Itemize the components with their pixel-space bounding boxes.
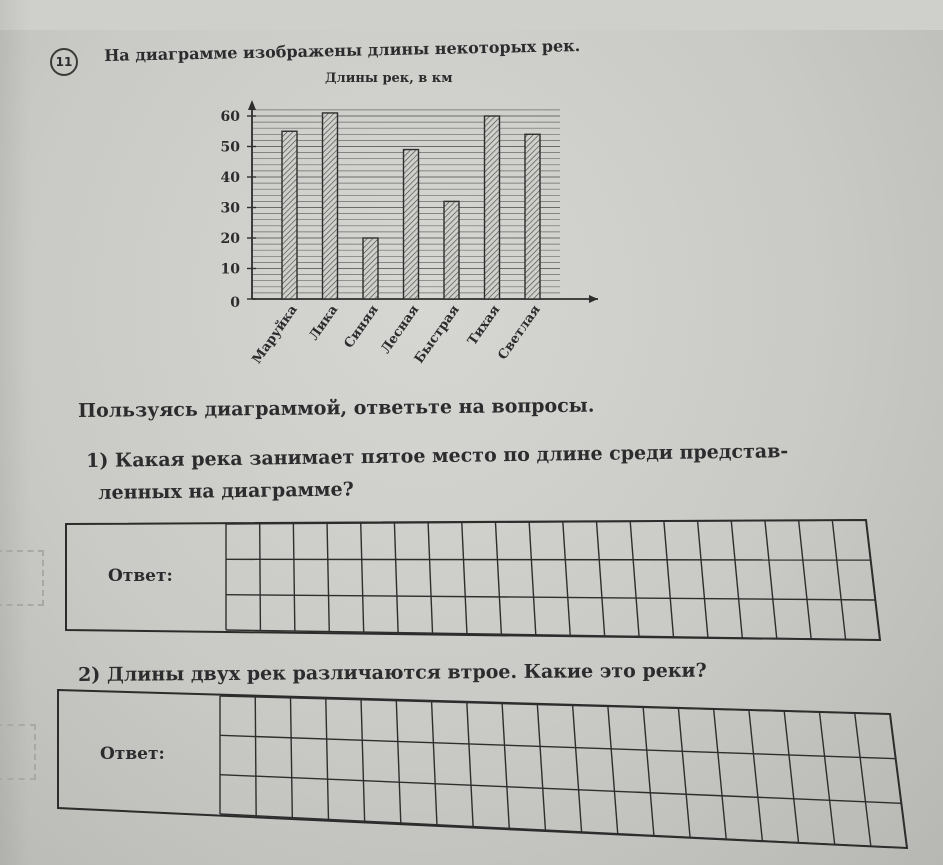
- chart-y-tick-labels: [221, 109, 241, 311]
- grid-line-v: [293, 524, 294, 631]
- answer-grid-1: [226, 520, 880, 640]
- x-tick-label: Быстрая: [411, 302, 463, 367]
- y-tick-label: 0: [230, 295, 240, 311]
- grid-line-v: [361, 700, 365, 821]
- grid-line-v: [765, 521, 777, 639]
- instruction-text: Пользуясь диаграммой, ответьте на вопросы.: [78, 394, 595, 422]
- grid-line-v: [394, 523, 398, 633]
- question-1-line-2: ленных на диаграмме?: [98, 478, 354, 504]
- grid-line-h: [220, 696, 890, 714]
- answer-box-2: [58, 690, 907, 848]
- grid-line-v: [866, 520, 880, 640]
- chart-bars: [282, 113, 540, 299]
- grid-line-v: [731, 521, 742, 638]
- grid-line-v: [749, 710, 762, 841]
- grid-line-v: [260, 524, 261, 631]
- bar: [444, 201, 459, 299]
- question-1-line-1: 1) Какая река занимает пятое место по длине среди представ-: [86, 440, 789, 472]
- question-2: 2) Длины двух рек различаются втрое. Какие это реки?: [78, 659, 707, 686]
- answer-box-1: [66, 520, 880, 640]
- grid-line-v: [890, 714, 907, 848]
- grid-line-v: [502, 704, 509, 829]
- bar: [485, 116, 500, 299]
- grid-line-v: [678, 708, 690, 837]
- x-tick-label: Лика: [306, 302, 342, 344]
- answer-grid-2: [220, 696, 907, 848]
- y-tick-label: 50: [220, 139, 240, 156]
- grid-line-h: [220, 814, 907, 848]
- grid-line-h: [226, 630, 880, 640]
- grid-line-v: [664, 521, 674, 637]
- grid-line-v: [832, 520, 845, 639]
- grid-line-v: [396, 701, 400, 823]
- left-margin-mark-1: [0, 550, 44, 606]
- y-tick-label: 10: [220, 261, 240, 278]
- answer-1-label: Ответ:: [108, 566, 173, 586]
- bar: [323, 113, 338, 299]
- grid-line-v: [255, 697, 256, 816]
- x-tick-label: Тихая: [465, 302, 504, 349]
- grid-line-v: [799, 520, 812, 639]
- grid-line-v: [563, 522, 570, 635]
- y-tick-label: 40: [220, 170, 240, 186]
- grid-line-v: [529, 522, 536, 635]
- grid-line-v: [495, 522, 501, 634]
- grid-line-v: [630, 521, 639, 636]
- y-axis-arrow: [248, 100, 256, 110]
- grid-line-v: [432, 702, 437, 825]
- grid-line-v: [784, 711, 798, 842]
- grid-line-v: [608, 706, 618, 833]
- grid-line-h: [226, 595, 875, 600]
- grid-line-v: [597, 522, 605, 636]
- bar: [282, 131, 297, 299]
- x-tick-label: Светлая: [495, 302, 544, 363]
- grid-line-h: [226, 559, 871, 560]
- bar: [363, 238, 378, 299]
- bar: [404, 150, 419, 299]
- left-margin-mark-2: [0, 724, 36, 780]
- chart-title: Длины рек, в км: [325, 71, 453, 86]
- grid-line-v: [428, 523, 432, 633]
- x-tick-label: Лесная: [378, 302, 423, 357]
- task-number-badge: 11: [50, 48, 78, 76]
- grid-line-v: [714, 709, 727, 839]
- grid-line-v: [327, 523, 329, 631]
- answer-2-label: Ответ:: [100, 744, 165, 764]
- grid-line-v: [291, 698, 293, 818]
- grid-line-v: [326, 699, 329, 820]
- x-axis-arrow: [589, 295, 598, 303]
- grid-line-v: [855, 713, 871, 846]
- grid-line-h: [220, 775, 901, 804]
- x-tick-label: Маруйка: [249, 302, 301, 367]
- chart-x-tick-labels: [250, 302, 544, 367]
- grid-line-v: [643, 707, 654, 835]
- grid-line-v: [819, 712, 834, 844]
- grid-line-v: [462, 523, 467, 634]
- grid-line-v: [698, 521, 708, 637]
- grid-line-v: [537, 705, 545, 831]
- x-tick-label: Синяя: [341, 302, 382, 352]
- grid-line-v: [467, 703, 473, 827]
- grid-line-h: [220, 735, 896, 758]
- y-tick-label: 30: [220, 200, 240, 217]
- grid-line-v: [361, 523, 364, 632]
- y-tick-label: 60: [220, 109, 240, 125]
- task-statement: На диаграмме изображены длины некоторых рек.: [104, 36, 581, 65]
- y-tick-label: 20: [220, 231, 240, 247]
- bar: [525, 134, 540, 299]
- grid-line-v: [573, 705, 582, 831]
